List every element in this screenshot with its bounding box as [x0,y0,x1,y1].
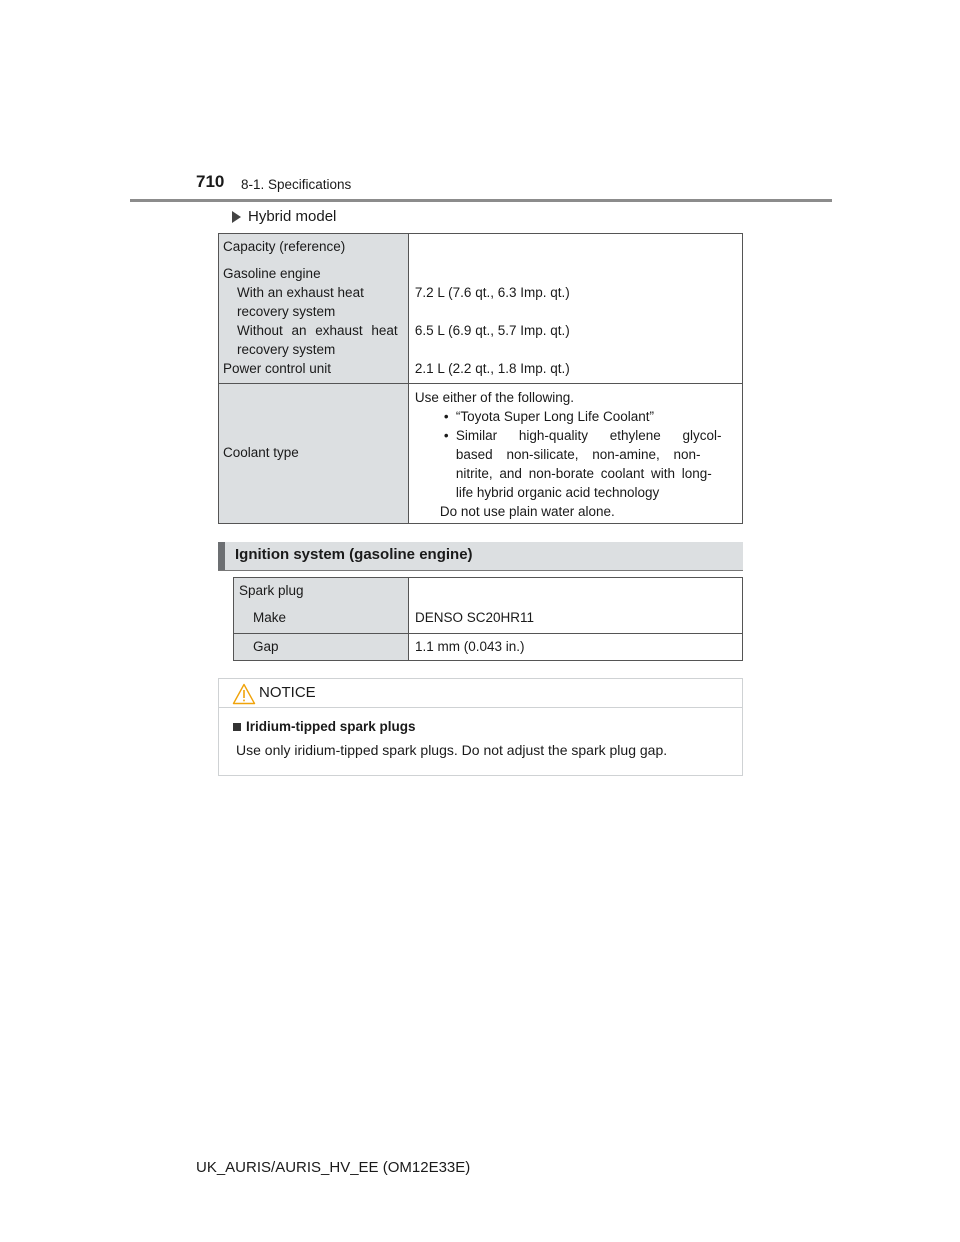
square-bullet-icon [233,723,241,731]
coolant-option-2-line-1: Similar high-quality ethylene glycol- [455,428,722,443]
model-subheading [232,208,336,225]
coolant-type-intro: Use either of the following. [414,390,574,405]
page-header [0,0,960,205]
notice-title: NOTICE [259,684,316,701]
coolant-type-label: Coolant type [223,445,299,460]
with-heat-recovery-line-1: With an exhaust heat [237,285,364,300]
capacity-value-cell [408,234,742,384]
warning-triangle-icon [232,683,256,705]
table-row-spark-plug [234,578,743,634]
ignition-section-title: Ignition system (gasoline engine) [235,546,473,563]
capacity-label-cell [219,234,409,384]
with-heat-recovery-line-2: recovery system [237,304,336,319]
coolant-option-1: “Toyota Super Long Life Coolant” [455,409,655,424]
make-label: Make [253,610,287,625]
plain-water-warning: Do not use plain water alone. [439,504,615,519]
section-marker [218,542,225,570]
coolant-type-label-cell [219,384,409,524]
power-control-unit-label: Power control unit [223,361,332,376]
notice-header [219,679,742,708]
coolant-option-2-line-4: life hybrid organic acid technology [455,485,660,500]
notice-subtitle [233,719,416,734]
section-title: 8-1. Specifications [241,177,352,192]
document-code: UK_AURIS/AURIS_HV_EE (OM12E33E) [196,1159,471,1176]
notice-subtitle-text: Iridium-tipped spark plugs [246,719,416,734]
gap-label: Gap [253,639,279,654]
capacity-value-with: 7.2 L (7.6 qt., 6.3 Imp. qt.) [414,285,570,300]
without-heat-recovery-line-1: Without an exhaust heat [237,323,398,338]
capacity-value-pcu: 2.1 L (2.2 qt., 1.8 Imp. qt.) [414,361,570,376]
table-row-coolant-type [219,384,743,524]
make-value-cell [408,578,742,634]
make-value: DENSO SC20HR11 [414,610,535,625]
page-number: 710 [196,172,225,191]
model-subheading-text: Hybrid model [248,208,337,225]
capacity-heading: Capacity (reference) [223,239,346,254]
bullet-dot-icon: • [443,409,449,424]
coolant-option-2-line-3: nitrite, and non-borate coolant with long- [455,466,712,481]
gap-value-cell [408,634,742,661]
coolant-type-value-cell [408,384,742,524]
triangle-bullet-icon [232,211,241,223]
gasoline-engine-label: Gasoline engine [223,266,321,281]
without-heat-recovery-line-2: recovery system [237,342,336,357]
spark-plug-heading: Spark plug [239,583,304,598]
notice-body: Use only iridium-tipped spark plugs. Do not adjust the spark plug gap. [236,742,668,758]
spark-plug-label-cell [234,578,409,634]
bullet-dot-icon: • [443,428,449,443]
table-row-capacity [219,234,743,384]
gap-label-cell [234,634,409,661]
gap-value: 1.1 mm (0.043 in.) [414,639,525,654]
table-row-gap [234,634,743,661]
ignition-section-heading [218,542,743,571]
header-divider [130,199,832,202]
capacity-value-without: 6.5 L (6.9 qt., 5.7 Imp. qt.) [414,323,570,338]
coolant-spec-table [218,233,743,524]
notice-box [218,678,743,776]
coolant-option-2-line-2: based non-silicate, non-amine, non- [455,447,701,462]
spark-plug-table [233,577,743,661]
